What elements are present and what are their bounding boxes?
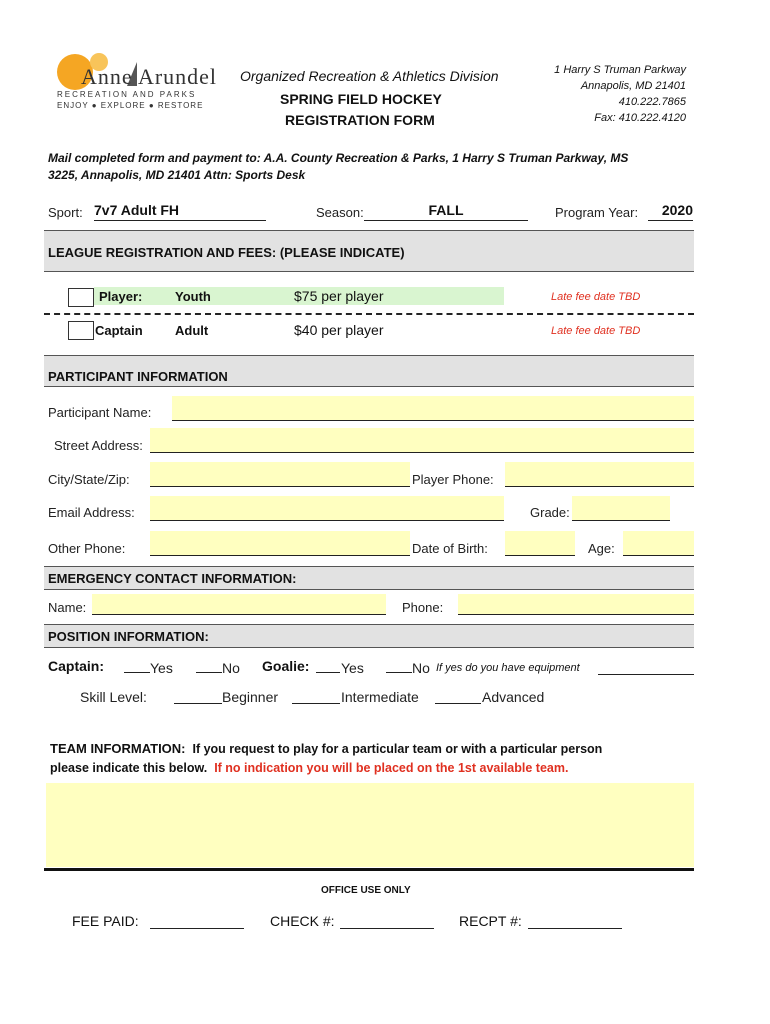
grade-label: Grade: bbox=[530, 505, 570, 520]
address-line1: 1 Harry S Truman Parkway bbox=[554, 64, 686, 76]
fee-paid-blank[interactable] bbox=[150, 928, 244, 929]
recpt-label: RECPT #: bbox=[459, 913, 522, 929]
emergency-phone-label: Phone: bbox=[402, 600, 444, 615]
goalie-no: No bbox=[412, 660, 430, 676]
player-phone-field[interactable] bbox=[505, 462, 694, 487]
dashed-divider bbox=[44, 313, 694, 315]
city-label: City/State/Zip: bbox=[48, 472, 130, 487]
season-value[interactable]: FALL bbox=[364, 202, 528, 221]
dob-field[interactable] bbox=[505, 531, 575, 556]
captain-type: Adult bbox=[175, 323, 209, 338]
check-label: CHECK #: bbox=[270, 913, 335, 929]
phone-number: 410.222.7865 bbox=[618, 96, 686, 108]
mail-instructions bbox=[48, 150, 628, 184]
skill-level-label: Skill Level: bbox=[80, 689, 147, 705]
office-heading: OFFICE USE ONLY bbox=[321, 885, 411, 896]
beginner-option: Beginner bbox=[222, 689, 279, 705]
age-label: Age: bbox=[588, 541, 615, 556]
league-section-header bbox=[44, 230, 694, 272]
team-info-text bbox=[50, 739, 730, 778]
check-blank[interactable] bbox=[340, 928, 434, 929]
team-heading: TEAM INFORMATION: bbox=[50, 741, 186, 756]
captain-no: No bbox=[222, 660, 240, 676]
division-name: Organized Recreation & Athletics Division bbox=[240, 68, 499, 84]
program-year-label: Program Year: bbox=[555, 205, 639, 220]
other-phone-field[interactable] bbox=[150, 531, 410, 556]
equipment-question: If yes do you have equipment bbox=[436, 662, 580, 674]
intermediate-blank[interactable] bbox=[292, 703, 340, 704]
emergency-phone-field[interactable] bbox=[458, 594, 694, 615]
address-line2: Annapolis, MD 21401 bbox=[580, 80, 686, 92]
captain-fee-text: $40 per player bbox=[294, 322, 384, 338]
player-checkbox[interactable] bbox=[68, 288, 94, 307]
fee-paid-label: FEE PAID: bbox=[72, 913, 139, 929]
sport-value[interactable]: 7v7 Adult FH bbox=[94, 202, 266, 221]
form-title-line1: SPRING FIELD HOCKEY bbox=[280, 91, 442, 107]
player-role: Player: bbox=[99, 289, 143, 304]
goalie-label: Goalie: bbox=[262, 658, 310, 674]
email-label: Email Address: bbox=[48, 505, 135, 520]
team-divider bbox=[44, 868, 694, 871]
participant-section-header bbox=[44, 355, 694, 387]
position-heading: POSITION INFORMATION: bbox=[48, 629, 209, 644]
logo-subtitle: RECREATION AND PARKS bbox=[57, 90, 197, 99]
intermediate-option: Intermediate bbox=[341, 689, 419, 705]
emergency-name-field[interactable] bbox=[92, 594, 386, 615]
participant-name-field[interactable] bbox=[172, 396, 694, 421]
mail-line2: 3225, Annapolis, MD 21401 Attn: Sports Desk bbox=[48, 168, 306, 182]
captain-checkbox[interactable] bbox=[68, 321, 94, 340]
grade-field[interactable] bbox=[572, 496, 670, 521]
captain-yes: Yes bbox=[150, 660, 173, 676]
city-field[interactable] bbox=[150, 462, 410, 487]
age-field[interactable] bbox=[623, 531, 694, 556]
captain-yes-blank[interactable] bbox=[124, 672, 150, 673]
advanced-blank[interactable] bbox=[435, 703, 481, 704]
player-phone-label: Player Phone: bbox=[412, 472, 494, 487]
form-title-line2: REGISTRATION FORM bbox=[285, 112, 435, 128]
logo bbox=[55, 48, 220, 114]
captain-late-fee: Late fee date TBD bbox=[551, 325, 641, 337]
emergency-heading: EMERGENCY CONTACT INFORMATION: bbox=[48, 571, 297, 586]
other-phone-label: Other Phone: bbox=[48, 541, 126, 556]
team-text1: If you request to play for a particular team or with a particular person bbox=[192, 742, 603, 756]
goalie-yes: Yes bbox=[341, 660, 364, 676]
equipment-blank[interactable] bbox=[598, 674, 694, 675]
team-request-field[interactable] bbox=[46, 783, 694, 867]
player-late-fee: Late fee date TBD bbox=[551, 291, 641, 303]
position-section-header bbox=[44, 624, 694, 648]
captain-no-blank[interactable] bbox=[196, 672, 222, 673]
emergency-section-header bbox=[44, 566, 694, 590]
logo-tagline: ENJOY ● EXPLORE ● RESTORE bbox=[57, 101, 204, 110]
recpt-blank[interactable] bbox=[528, 928, 622, 929]
sport-label: Sport: bbox=[48, 205, 83, 220]
participant-name-label: Participant Name: bbox=[48, 405, 152, 420]
player-type: Youth bbox=[175, 289, 211, 304]
dob-label: Date of Birth: bbox=[412, 541, 488, 556]
fax-number: Fax: 410.222.4120 bbox=[594, 112, 686, 124]
goalie-no-blank[interactable] bbox=[386, 672, 412, 673]
team-red-note: If no indication you will be placed on the 1st available team. bbox=[214, 761, 569, 775]
player-fee-text: $75 per player bbox=[294, 288, 384, 304]
league-heading: LEAGUE REGISTRATION AND FEES: (PLEASE INDICATE) bbox=[48, 245, 405, 260]
captain-label: Captain: bbox=[48, 658, 104, 674]
logo-name: Anne Arundel bbox=[81, 64, 218, 89]
beginner-blank[interactable] bbox=[174, 703, 222, 704]
address-block bbox=[554, 62, 686, 126]
goalie-yes-blank[interactable] bbox=[316, 672, 340, 673]
street-label: Street Address: bbox=[54, 438, 143, 453]
email-field[interactable] bbox=[150, 496, 504, 521]
team-text2: please indicate this below. bbox=[50, 761, 208, 775]
captain-role: Captain bbox=[95, 323, 143, 338]
participant-heading: PARTICIPANT INFORMATION bbox=[48, 369, 228, 384]
street-field[interactable] bbox=[150, 428, 694, 453]
program-year-value[interactable]: 2020 bbox=[648, 202, 693, 221]
mail-line1: Mail completed form and payment to: A.A. County Recreation & Parks, 1 Harry S Truman Parkway, MS bbox=[48, 151, 629, 165]
advanced-option: Advanced bbox=[482, 689, 545, 705]
emergency-name-label: Name: bbox=[48, 600, 87, 615]
season-label: Season: bbox=[316, 205, 364, 220]
